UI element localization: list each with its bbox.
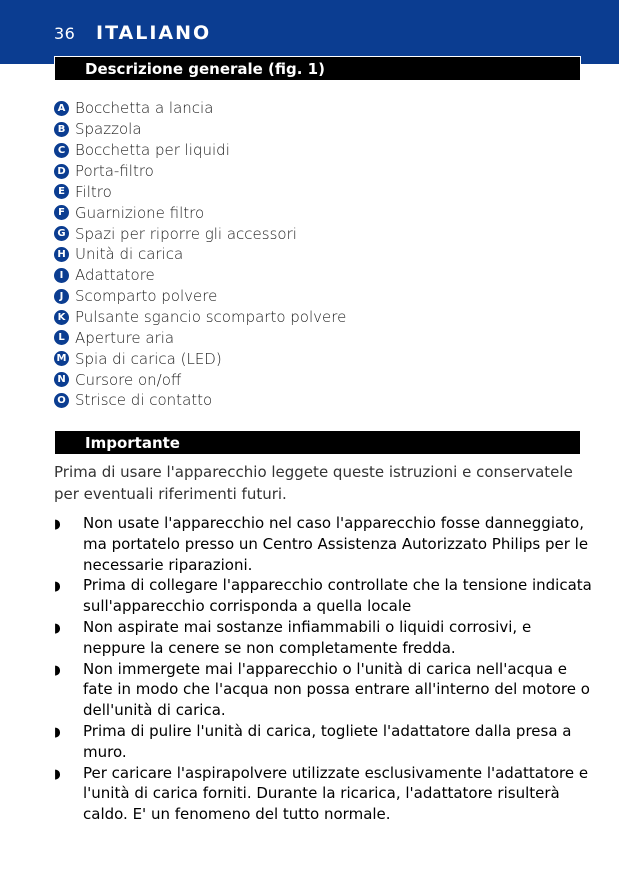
part-label: Guarnizione filtro [75,203,205,222]
section-heading-important-text: Importante [85,434,180,452]
warning-item [54,659,594,721]
part-label: Bocchetta per liquidi [75,141,230,160]
section-heading-overview-text: Descrizione generale (fig. 1) [85,60,325,78]
bullet-arrow-icon: ◗ [54,662,61,678]
intro-paragraph: Prima di usare l'apparecchio leggete queste istruzioni e conservatele per eventuali riferimenti futuri. [54,463,573,503]
part-label: Filtro [75,182,112,201]
part-item [54,119,346,140]
part-label: Pulsante sgancio scomparto polvere [75,308,347,327]
part-item [54,265,346,286]
section-heading-overview [54,56,581,81]
part-item [54,307,346,328]
part-letter-badge: I [54,268,69,283]
warnings-list [54,513,594,825]
part-label: Spia di carica (LED) [75,349,222,368]
header-band [0,0,619,64]
part-item [54,244,346,265]
bullet-arrow-icon: ◗ [54,579,61,595]
part-item [54,202,346,223]
part-item [54,390,346,411]
part-letter-badge: D [54,164,69,179]
warning-item [54,617,594,659]
language-title: ITALIANO [96,22,212,44]
bullet-arrow-icon: ◗ [54,766,61,782]
part-letter-badge: A [54,101,69,116]
part-label: Adattatore [75,266,155,285]
warning-item [54,513,594,575]
part-letter-badge: L [54,330,69,345]
part-label: Cursore on/off [75,370,182,389]
part-letter-badge: M [54,351,69,366]
warning-item [54,763,594,825]
part-letter-badge: B [54,122,69,137]
warning-item [54,575,594,617]
section-heading-important [54,430,581,455]
part-letter-badge: E [54,184,69,199]
page-number: 36 [54,24,76,43]
part-letter-badge: C [54,143,69,158]
part-letter-badge: H [54,247,69,262]
part-item [54,327,346,348]
part-label: Strisce di contatto [75,391,213,410]
part-label: Aperture aria [75,328,175,347]
part-label: Spazi per riporre gli accessori [75,224,297,243]
part-label: Scomparto polvere [75,287,218,306]
part-item [54,161,346,182]
warning-item [54,721,594,763]
warning-text: Per caricare l'aspirapolvere utilizzate esclusivamente l'adattatore e l'unità di carica forniti. Durante la ricarica, l'adattatore risulterà caldo. E' un fenomeno del tutto normale. [83,763,589,824]
warning-text: Non usate l'apparecchio nel caso l'apparecchio fosse danneggiato, ma portatelo presso un Centro Assistenza Autorizzato Philips per le necessarie riparazioni. [83,514,589,574]
part-letter-badge: N [54,372,69,387]
bullet-arrow-icon: ◗ [54,724,61,740]
part-letter-badge: G [54,226,69,241]
part-item [54,98,346,119]
part-letter-badge: F [54,205,69,220]
parts-list [54,98,346,411]
part-label: Spazzola [75,120,142,139]
part-label: Unità di carica [75,245,184,264]
part-item [54,348,346,369]
part-label: Porta-filtro [75,162,154,180]
bullet-arrow-icon: ◗ [54,517,61,532]
part-letter-badge: K [54,310,69,325]
part-item [54,223,346,244]
part-item [54,181,346,202]
warning-text: Prima di pulire l'unità di carica, togliete l'adattatore dalla presa a muro. [83,721,572,761]
part-item [54,369,346,390]
part-item [54,286,346,307]
warning-text: Non aspirate mai sostanze infiammabili o liquidi corrosivi, e neppure la cenere se non completamente fredda. [83,617,532,657]
warning-text: Prima di collegare l'apparecchio controllate che la tensione indicata sull'apparecchio corrisponda a quella locale [83,576,592,616]
warning-text: Non immergete mai l'apparecchio o l'unità di carica nell'acqua e fate in modo che l'acqua non possa entrare all'interno del motore o dell'unità di carica. [83,659,590,720]
part-letter-badge: O [54,393,69,408]
bullet-arrow-icon: ◗ [54,620,61,636]
part-letter-badge: J [54,289,69,304]
part-label: Bocchetta a lancia [75,99,214,118]
part-item [54,140,346,161]
